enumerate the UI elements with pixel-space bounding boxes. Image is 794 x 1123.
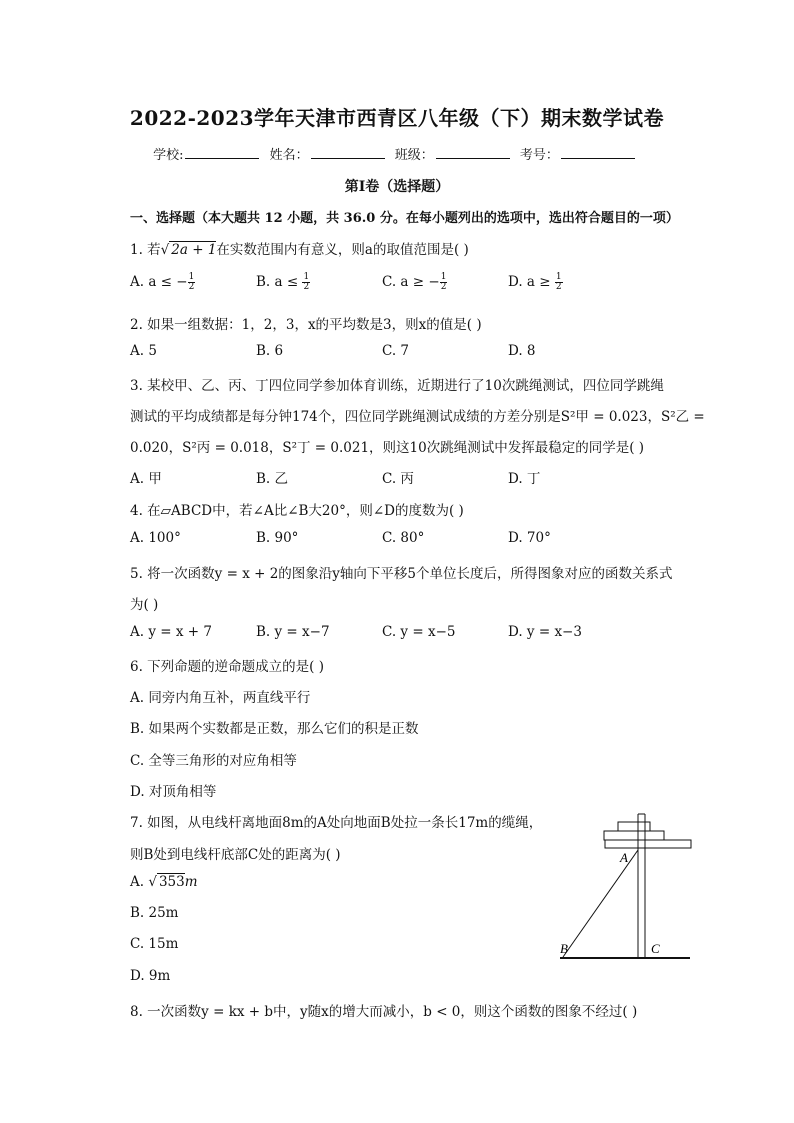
q1-option-b[interactable]: B. a ≤ $\frac{1}{2}$ <box>256 272 310 292</box>
q1-prefix: 1. 若 <box>130 242 161 258</box>
volume-heading: 第Ⅰ卷（选择题） <box>344 179 450 195</box>
q7-option-d[interactable]: D. 9m <box>130 968 171 984</box>
question-7-line-1: 7. 如图，从电线杆离地面8m的A处向地面B处拉一条长17m的缆绳， <box>130 815 543 831</box>
school-label: 学校: <box>153 148 184 163</box>
q1-option-a[interactable]: A. a ≤ − $\frac{1}{2}$ <box>130 272 195 292</box>
student-info-row <box>0 144 794 163</box>
question-4: 4. 在▱ABCD中，若∠A比∠B大20°，则∠D的度数为( ) <box>130 503 464 519</box>
q4-option-d[interactable]: D. 70° <box>508 530 551 546</box>
q2-option-b[interactable]: B. 6 <box>256 343 284 359</box>
page-title: 2022-2023学年天津市西青区八年级（下）期末数学试卷 <box>129 106 665 130</box>
q5-option-d[interactable]: D. y = x−3 <box>508 624 582 640</box>
pole-lower-crossbar <box>605 840 691 848</box>
question-2: 2. 如果一组数据：1，2，3，x的平均数是3，则x的值是( ) <box>130 317 482 333</box>
q4-option-b[interactable]: B. 90° <box>256 530 299 546</box>
school-blank[interactable] <box>185 146 259 159</box>
question-8: 8. 一次函数y = kx + b中，y随x的增大而减小，b < 0，则这个函数的图象不经过( ) <box>130 1004 638 1020</box>
pole-middle-crossbar <box>604 831 664 840</box>
label-a: A <box>620 850 628 865</box>
class-label: 班级： <box>394 148 434 163</box>
question-6: 6. 下列命题的逆命题成立的是( ) <box>130 659 324 675</box>
q6-option-a[interactable]: A. 同旁内角互补，两直线平行 <box>130 690 311 706</box>
cable-line <box>563 850 638 957</box>
sqrt-symbol: √ <box>148 874 157 890</box>
name-blank[interactable] <box>311 146 385 159</box>
label-b: B <box>560 941 568 956</box>
pole-cable-figure <box>558 810 694 962</box>
q4-option-a[interactable]: A. 100° <box>130 530 181 546</box>
q5-option-c[interactable]: C. y = x−5 <box>382 624 456 640</box>
q6-option-b[interactable]: B. 如果两个实数都是正数，那么它们的积是正数 <box>130 721 419 737</box>
name-label: 姓名： <box>269 148 309 163</box>
q7-option-c[interactable]: C. 15m <box>130 936 179 952</box>
q7-option-b[interactable]: B. 25m <box>130 905 179 921</box>
q2-option-d[interactable]: D. 8 <box>508 343 536 359</box>
q1-option-d[interactable]: D. a ≥ $\frac{1}{2}$ <box>508 272 562 292</box>
q5-option-a[interactable]: A. y = x + 7 <box>130 624 212 640</box>
q1-option-c[interactable]: C. a ≥ − $\frac{1}{2}$ <box>382 272 447 292</box>
q3-option-b[interactable]: B. 乙 <box>256 471 289 487</box>
question-3-line-2: 测试的平均成绩都是每分钟174个，四位同学跳绳测试成绩的方差分别是S²甲 = 0.023，S²乙 = <box>130 409 705 425</box>
question-5-line-1: 5. 将一次函数y = x + 2的图象沿y轴向下平移5个单位长度后，所得图象对应的函数关系式 <box>130 566 673 582</box>
q1-suffix: 在实数范围内有意义，则a的取值范围是( ) <box>216 242 469 258</box>
question-3-line-3: 0.020，S²丙 = 0.018，S²丁 = 0.021，则这10次跳绳测试中发挥最稳定的同学是( ) <box>130 440 645 456</box>
q3-option-d[interactable]: D. 丁 <box>508 471 541 487</box>
number-label: 考号： <box>519 148 559 163</box>
q6-option-c[interactable]: C. 全等三角形的对应角相等 <box>130 753 297 769</box>
q1-radicand: 2a + 1 <box>171 242 217 258</box>
q6-option-d[interactable]: D. 对顶角相等 <box>130 784 217 800</box>
sqrt-symbol: √ <box>160 242 170 258</box>
question-5-line-2: 为( ) <box>130 597 159 613</box>
question-3-line-1: 3. 某校甲、乙、丙、丁四位同学参加体育训练，近期进行了10次跳绳测试，四位同学跳绳 <box>130 378 664 394</box>
q7-option-a[interactable]: A. √ 353m <box>130 874 198 890</box>
class-blank[interactable] <box>436 146 510 159</box>
q2-option-c[interactable]: C. 7 <box>382 343 410 359</box>
q5-option-b[interactable]: B. y = x−7 <box>256 624 330 640</box>
label-c: C <box>651 941 660 956</box>
q4-option-c[interactable]: C. 80° <box>382 530 425 546</box>
question-7-line-2: 则B处到电线杆底部C处的距离为( ) <box>130 847 341 863</box>
section-heading: 一、选择题（本大题共 12 小题，共 36.0 分。在每小题列出的选项中，选出符合题目的一项） <box>130 211 679 226</box>
number-blank[interactable] <box>561 146 635 159</box>
q2-option-a[interactable]: A. 5 <box>130 343 157 359</box>
question-1 <box>130 238 469 258</box>
q3-option-c[interactable]: C. 丙 <box>382 471 414 487</box>
q3-option-a[interactable]: A. 甲 <box>130 471 162 487</box>
